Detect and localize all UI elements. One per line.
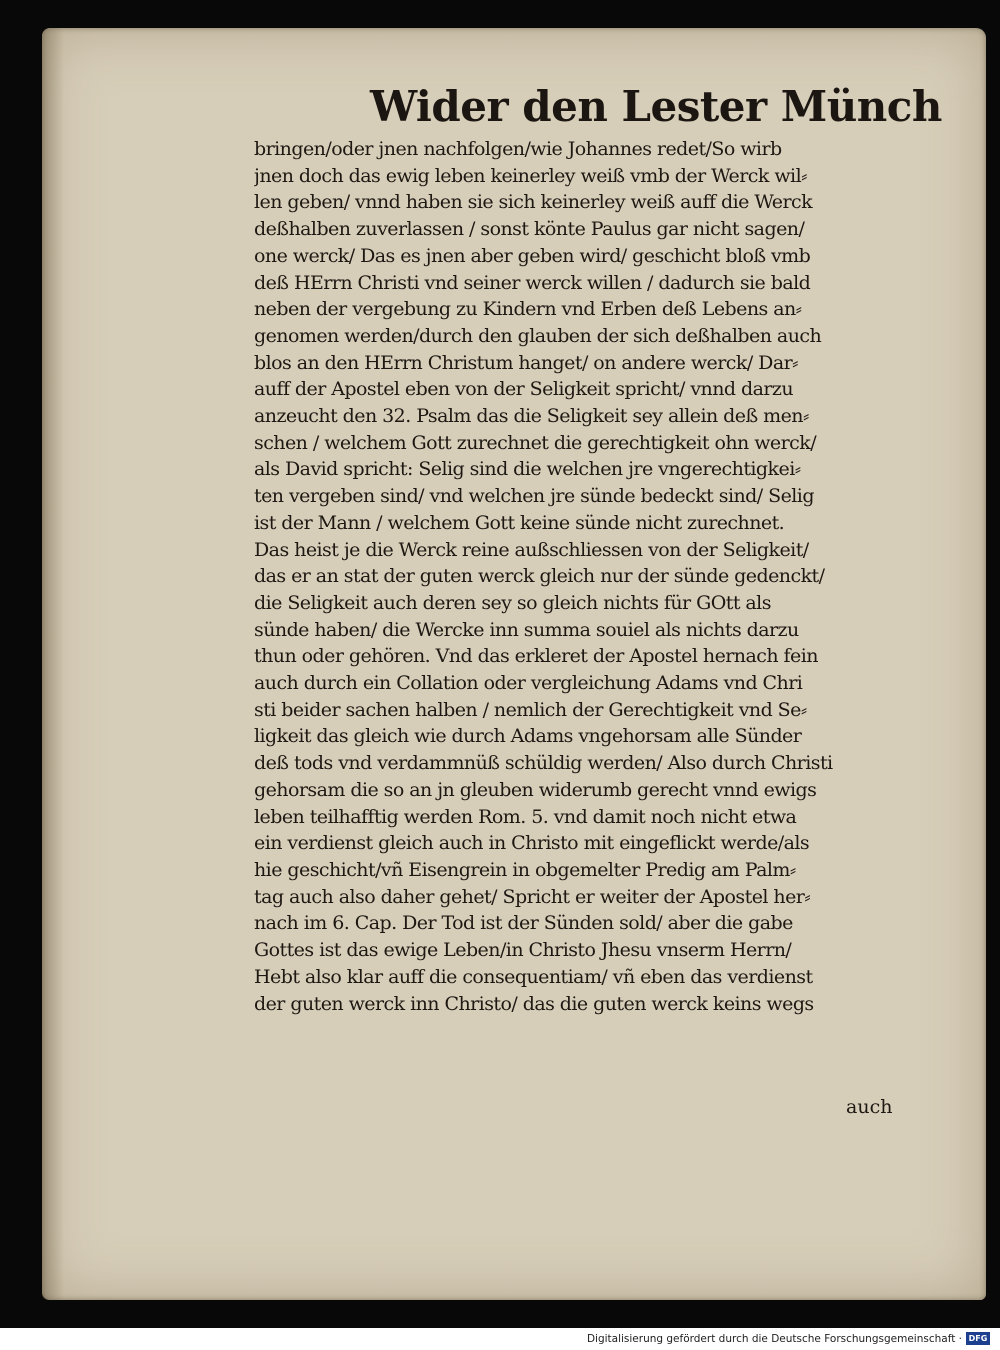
text-line: genomen werden/durch den glauben der sich deßhalben auch [254, 324, 822, 347]
body-text [254, 136, 908, 1017]
text-line: ten vergeben sind/ vnd welchen jre sünde bedeckt sind/ Selig [254, 485, 814, 508]
running-head: Wider den Lester Münch [370, 82, 942, 131]
text-line: sünde haben/ die Wercke inn summa souiel als nichts darzu [254, 618, 799, 641]
text-line: thun oder gehören. Vnd das erkleret der Apostel hernach fein [254, 645, 818, 668]
text-line: len geben/ vnnd haben sie sich keinerley weiß auff die Werck [254, 191, 813, 214]
text-line: one werck/ Das es jnen aber geben wird/ geschicht bloß vmb [254, 244, 811, 267]
text-line: deß HErrn Christi vnd seiner werck willen / dadurch sie bald [254, 271, 811, 294]
text-line: Das heist je die Werck reine außschliessen von der Seligkeit/ [254, 538, 809, 561]
text-line: auch durch ein Collation oder vergleichung Adams vnd Chri [254, 672, 803, 695]
text-line: jnen doch das ewig leben keinerley weiß vmb der Werck wil⸗ [254, 164, 807, 187]
text-line: anzeucht den 32. Psalm das die Seligkeit sey allein deß men⸗ [254, 405, 809, 428]
text-line: ist der Mann / welchem Gott keine sünde nicht zurechnet. [254, 511, 785, 534]
text-line: deßhalben zuverlassen / sonst könte Paulus gar nicht sagen/ [254, 218, 805, 241]
text-line: tag auch also daher gehet/ Spricht er weiter der Apostel her⸗ [254, 885, 811, 908]
text-line: nach im 6. Cap. Der Tod ist der Sünden sold/ aber die gabe [254, 912, 793, 935]
dfg-logo-icon: DFG [966, 1332, 990, 1345]
text-line: bringen/oder jnen nachfolgen/wie Johannes redet/So wirb [254, 138, 782, 160]
text-line: der guten werck inn Christo/ das die guten werck keins wegs [254, 992, 814, 1015]
text-line: gehorsam die so an jn gleuben widerumb gerecht vnnd ewigs [254, 778, 817, 801]
text-line: hie geschicht/vñ Eisengrein in obgemelter Predig am Palm⸗ [254, 858, 796, 881]
text-line: das er an stat der guten werck gleich nur der sünde gedenckt/ [254, 565, 825, 588]
catchword: auch [846, 1096, 893, 1118]
text-line: ein verdienst gleich auch in Christo mit eingeflickt werde/als [254, 832, 810, 855]
text-line: blos an den HErrn Christum hanget/ on andere werck/ Dar⸗ [254, 351, 798, 374]
text-line: Hebt also klar auff die consequentiam/ vñ eben das verdienst [254, 965, 813, 988]
text-line: auff der Apostel eben von der Seligkeit spricht/ vnnd darzu [254, 378, 794, 401]
text-line: als David spricht: Selig sind die welchen jre vngerechtigkei⸗ [254, 458, 801, 481]
text-line: schen / welchem Gott zurechnet die gerechtigkeit ohn werck/ [254, 431, 817, 454]
text-line: deß tods vnd verdammnüß schüldig werden/ Also durch Christi [254, 752, 833, 775]
text-line: ligkeit das gleich wie durch Adams vngehorsam alle Sünder [254, 725, 802, 748]
text-line: neben der vergebung zu Kindern vnd Erben deß Lebens an⸗ [254, 298, 802, 321]
text-line: leben teilhafftig werden Rom. 5. vnd damit noch nicht etwa [254, 805, 797, 828]
text-line: Gottes ist das ewige Leben/in Christo Jhesu vnserm Herrn/ [254, 939, 792, 962]
text-line: sti beider sachen halben / nemlich der Gerechtigkeit vnd Se⸗ [254, 698, 807, 721]
text-line: die Seligkeit auch deren sey so gleich nichts für GOtt als [254, 591, 771, 614]
footer-bar [0, 1328, 1000, 1350]
funding-credit: Digitalisierung gefördert durch die Deutsche Forschungsgemeinschaft · [586, 1333, 962, 1345]
